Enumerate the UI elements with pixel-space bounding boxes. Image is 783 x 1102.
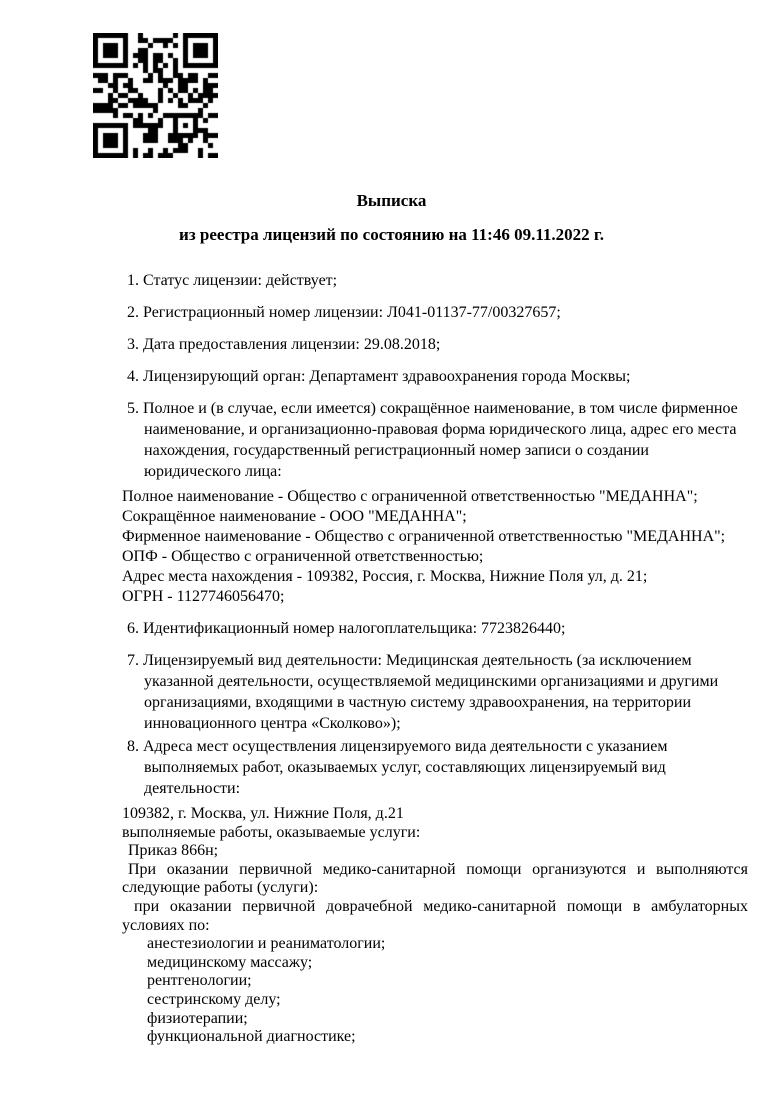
- text-line: инновационного центра «Сколково»);: [144, 715, 401, 732]
- service-item: медицинскому массажу;: [147, 953, 313, 971]
- text-line: наименование, и организационно-правовая форма юридического лица, адрес его места: [144, 421, 737, 438]
- qr-code-image: [93, 33, 218, 158]
- text-line: 4. Лицензирующий орган: Департамент здравоохранения города Москвы;: [127, 368, 631, 385]
- text-line: 5. Полное и (в случае, если имеется) сокращённое наименование, в том числе фирменное: [127, 400, 738, 417]
- text-line: указанной деятельности, осуществляемой медицинскими организациями и другими: [144, 673, 719, 690]
- service-item: функциональной диагностике;: [147, 1028, 356, 1046]
- text-line: 2. Регистрационный номер лицензии: Л041-01137-77/00327657;: [127, 304, 561, 321]
- prehospital-care-line: условиях по:: [122, 916, 210, 934]
- spacer: [122, 607, 748, 618]
- full-name-line: Полное наименование - Общество с ограниченной ответственностью "МЕДАННА";: [122, 488, 698, 505]
- brand-name-line: Фирменное наименование - Общество с ограниченной ответственностью "МЕДАННА";: [122, 528, 726, 545]
- short-name-line: Сокращённое наименование - ООО "МЕДАННА";: [122, 508, 467, 525]
- list-item-inn: [122, 618, 748, 639]
- text-line: деятельности:: [144, 780, 241, 797]
- service-item: сестринскому делу;: [147, 990, 281, 1008]
- primary-care-line: следующие работы (услуги):: [122, 879, 319, 897]
- document-title: Выписка: [356, 191, 427, 210]
- list-item-organization-name: [122, 398, 748, 482]
- organization-details: [122, 487, 748, 607]
- text-line: юридического лица:: [144, 463, 282, 480]
- list-item-grant-date: [122, 334, 748, 355]
- prehospital-care-line: при оказании первичной доврачебной медико-санитарной помощи в амбулаторных: [134, 897, 748, 915]
- ogrn-line: ОГРН - 1127746056470;: [122, 588, 285, 605]
- document-body: [122, 270, 748, 1047]
- list-item-registration-number: [122, 302, 748, 323]
- text-line: выполняемых работ, оказываемых услуг, составляющих лицензируемый вид: [144, 759, 666, 776]
- list-item-status: [122, 270, 748, 291]
- list-item-licensed-activity: [122, 650, 748, 734]
- text-line: 8. Адреса мест осуществления лицензируемого вида деятельности с указанием: [127, 738, 668, 755]
- primary-care-line: При оказании первичной медико-санитарной помощи организуются и выполняются: [128, 860, 748, 878]
- legal-form-line: ОПФ - Общество с ограниченной ответственностью;: [122, 548, 484, 565]
- text-line: 1. Статус лицензии: действует;: [127, 272, 338, 289]
- list-item-activity-addresses: [122, 736, 748, 799]
- legal-address-line: Адрес места нахождения - 109382, Россия, г. Москва, Нижние Поля ул, д. 21;: [122, 568, 648, 585]
- document-subtitle: из реестра лицензий по состоянию на 11:46 09.11.2022 г.: [179, 225, 604, 244]
- text-line: нахождения, государственный регистрационный номер записи о создании: [144, 442, 649, 459]
- activity-address-line: 109382, г. Москва, ул. Нижние Поля, д.21: [122, 805, 404, 822]
- service-item: физиотерапии;: [147, 1009, 248, 1027]
- list-item-licensing-authority: [122, 366, 748, 387]
- address-activity-block: [122, 805, 748, 1047]
- order-line: Приказ 866н;: [128, 842, 219, 860]
- text-line: 3. Дата предоставления лицензии: 29.08.2018;: [127, 336, 441, 353]
- text-line: 6. Идентификационный номер налогоплательщика: 7723826440;: [127, 620, 566, 637]
- text-line: 7. Лицензируемый вид деятельности: Медицинская деятельность (за исключением: [127, 652, 692, 669]
- works-header-line: выполняемые работы, оказываемые услуги:: [122, 823, 421, 841]
- service-item: рентгенологии;: [147, 972, 252, 990]
- service-item: анестезиологии и реаниматологии;: [147, 935, 386, 953]
- text-line: организациями, входящими в частную систему здравоохранения, на территории: [144, 694, 692, 711]
